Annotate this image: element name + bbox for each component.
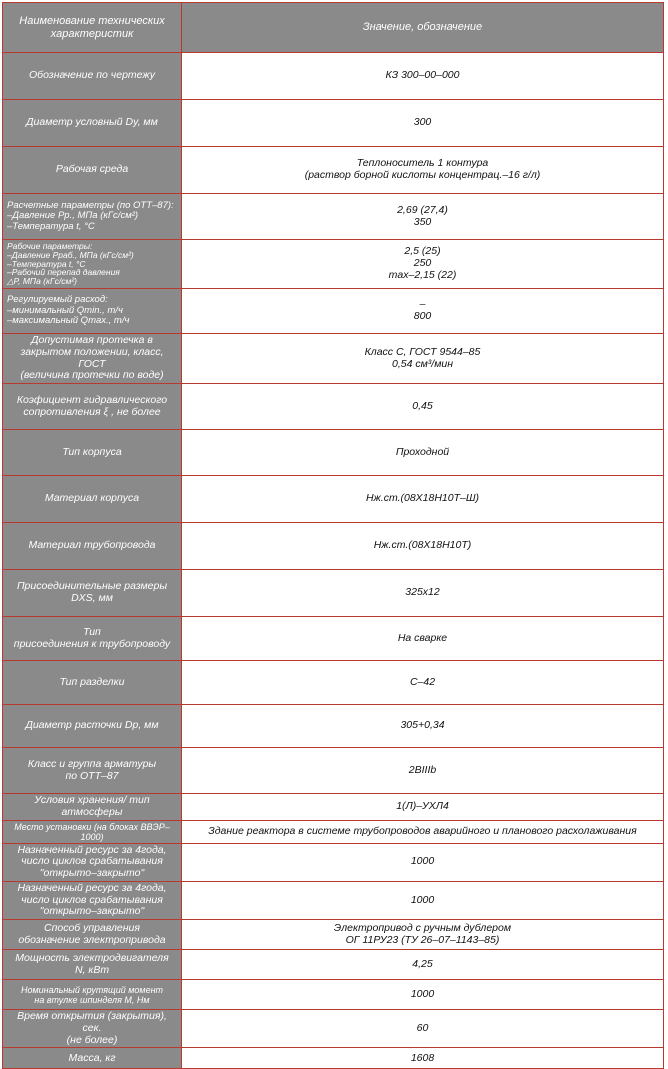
- table-row: [3, 843, 664, 881]
- row-label: Допустимая протечка в закрытом положении, класс, ГОСТ (величина протечки по воде): [3, 334, 182, 384]
- row-label: Масса, кг: [3, 1048, 182, 1069]
- table-row: [3, 430, 664, 476]
- row-label: Тип разделки: [3, 661, 182, 705]
- row-value: 2,5 (25) 250 max–2,15 (22): [182, 240, 664, 289]
- row-label: Условия хранения/ тип атмосферы: [3, 794, 182, 821]
- table-row: [3, 523, 664, 570]
- specification-table: [2, 2, 664, 1069]
- row-label: Время открытия (закрытия), сек. (не более): [3, 1010, 182, 1048]
- row-label: Назначенный ресурс за 4года, число циклов срабатывания "открыто–закрыто": [3, 843, 182, 881]
- header-value: Значение, обозначение: [182, 3, 664, 53]
- table-row: [3, 570, 664, 617]
- table-row: [3, 100, 664, 147]
- row-label: Обозначение по чертежу: [3, 53, 182, 100]
- row-value: 2BIIIb: [182, 748, 664, 794]
- row-label: Мощность электродвигателя N, кВт: [3, 950, 182, 980]
- table-row: [3, 920, 664, 950]
- row-label: Присоединительные размеры DXS, мм: [3, 570, 182, 617]
- table-row: [3, 194, 664, 240]
- row-label: Назначенный ресурс за 4года, число циклов срабатывания "открыто–закрыто": [3, 881, 182, 919]
- table-row: [3, 705, 664, 748]
- row-value: 1608: [182, 1048, 664, 1069]
- table-row: [3, 661, 664, 705]
- row-value: 60: [182, 1010, 664, 1048]
- row-value: Нж.ст.(08Х18Н10Т–Ш): [182, 476, 664, 523]
- row-label: Диаметр расточки Dр, мм: [3, 705, 182, 748]
- table-row: [3, 53, 664, 100]
- row-label: Номинальный крутящий момент на втулке шпинделя М, Нм: [3, 980, 182, 1010]
- row-value: 305+0,34: [182, 705, 664, 748]
- table-row: [3, 334, 664, 384]
- row-value: 325x12: [182, 570, 664, 617]
- table-row: [3, 1048, 664, 1069]
- header-characteristic-name: Наименование технических характеристик: [3, 3, 182, 53]
- row-value: 0,45: [182, 384, 664, 430]
- row-label: Коэфициент гидравлического сопротивления ξ , не более: [3, 384, 182, 430]
- table-row: [3, 476, 664, 523]
- row-label: Тип присоединения к трубопроводу: [3, 617, 182, 661]
- table-row: [3, 617, 664, 661]
- row-value: Здание реактора в системе трубопроводов аварийного и планового расхолаживания: [182, 820, 664, 843]
- table-row: [3, 794, 664, 821]
- row-value: 2,69 (27,4) 350: [182, 194, 664, 240]
- row-label: Материал трубопровода: [3, 523, 182, 570]
- row-label: Рабочие параметры: –Давление Pраб., МПа (кГс/см²) –Температура t, °C –Рабочий перепад давления △P, МПа (кГс/см²): [3, 240, 182, 289]
- row-label: Тип корпуса: [3, 430, 182, 476]
- row-label: Рабочая среда: [3, 147, 182, 194]
- row-value: 1000: [182, 980, 664, 1010]
- row-value: 4,25: [182, 950, 664, 980]
- row-value: Электропривод с ручным дублером ОГ 11РУ23 (ТУ 26–07–1143–85): [182, 920, 664, 950]
- row-value: Проходной: [182, 430, 664, 476]
- row-label: Класс и группа арматуры по ОТТ–87: [3, 748, 182, 794]
- row-value: КЗ 300–00–000: [182, 53, 664, 100]
- table-row: [3, 289, 664, 334]
- row-value: 300: [182, 100, 664, 147]
- row-label: Способ управления обозначение электропривода: [3, 920, 182, 950]
- table-row: [3, 881, 664, 919]
- row-value: Класс С, ГОСТ 9544–85 0,54 см³/мин: [182, 334, 664, 384]
- row-label: Диаметр условный Dy, мм: [3, 100, 182, 147]
- table-row: [3, 384, 664, 430]
- row-value: – 800: [182, 289, 664, 334]
- table-row: [3, 1010, 664, 1048]
- row-value: Теплоноситель 1 контура (раствор борной кислоты концентрац.–16 г/л): [182, 147, 664, 194]
- row-value: 1000: [182, 843, 664, 881]
- table-row: [3, 950, 664, 980]
- table-row: [3, 147, 664, 194]
- row-value: На сварке: [182, 617, 664, 661]
- row-value: Нж.ст.(08Х18Н10Т): [182, 523, 664, 570]
- row-label: Регулируемый расход: –минимальный Qmin., т/ч –максимальный Qmax., т/ч: [3, 289, 182, 334]
- table-row: [3, 980, 664, 1010]
- table-row: [3, 240, 664, 289]
- row-label: Место установки (на блоках ВВЭР–1000): [3, 820, 182, 843]
- row-label: Расчетные параметры (по ОТТ–87): –Давление Pр., МПа (кГс/см²) –Температура t, °C: [3, 194, 182, 240]
- row-value: 1(Л)–УХЛ4: [182, 794, 664, 821]
- table-row: [3, 820, 664, 843]
- table-row: [3, 748, 664, 794]
- row-label: Материал корпуса: [3, 476, 182, 523]
- row-value: С–42: [182, 661, 664, 705]
- row-value: 1000: [182, 881, 664, 919]
- table-header-row: [3, 3, 664, 53]
